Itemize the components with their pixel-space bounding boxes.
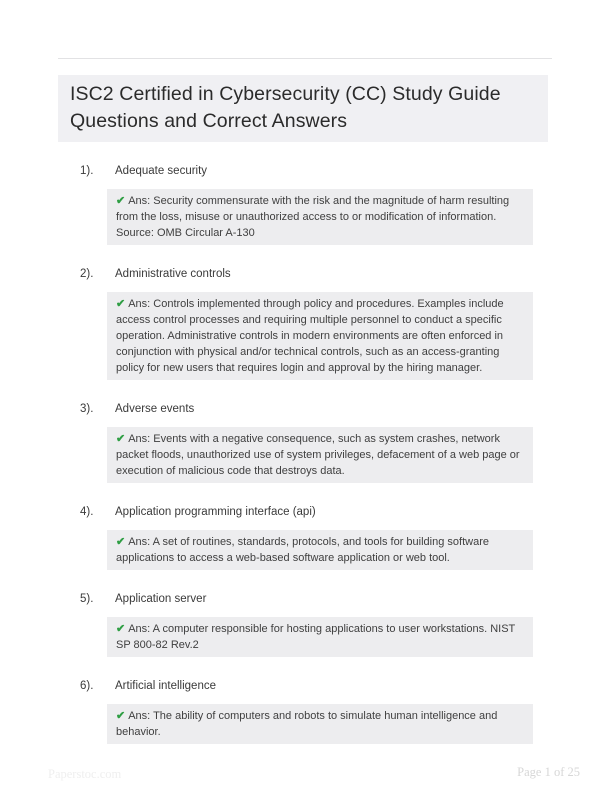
check-icon: ✔ [116, 298, 126, 310]
question-term: Application server [115, 593, 207, 605]
qa-item [0, 678, 606, 744]
answer-text: Ans: Security commensurate with the risk and the magnitude of harm resulting from the loss, misuse or unauthorized access to or modification of information. Source: OMB Circular A-130 [116, 195, 510, 239]
check-icon: ✔ [116, 710, 126, 722]
answer-box [107, 292, 533, 380]
check-icon: ✔ [116, 623, 126, 635]
question-term: Artificial intelligence [115, 680, 216, 692]
answer-text: Ans: Events with a negative consequence, such as system crashes, network packet floods, unauthorized use of system privileges, defacement of a web page or execution of malicious code that destroys data. [116, 433, 520, 477]
answer-box [107, 704, 533, 744]
answer-text: Ans: Controls implemented through policy and procedures. Examples include access control processes and requiring multiple personnel to conduct a specific operation. Administrative controls in modern environments are often enforced in conjunction with physical and/or technical controls, such as an access-granting policy for new users that requires login and approval by the hiring manager. [116, 298, 504, 374]
document-title-block [58, 75, 548, 142]
answer-text: Ans: A computer responsible for hosting applications to user workstations. NIST SP 800-82 Rev.2 [116, 623, 516, 651]
qa-list [0, 163, 606, 744]
page-title: ISC2 Certified in Cybersecurity (CC) Study Guide Questions and Correct Answers [70, 83, 501, 132]
question-number: 1). [80, 165, 94, 177]
question-term: Adverse events [115, 403, 195, 415]
qa-item [0, 163, 606, 245]
qa-item [0, 266, 606, 380]
question-number: 4). [80, 506, 94, 518]
qa-item [0, 401, 606, 483]
question-term: Application programming interface (api) [115, 506, 316, 518]
question-number: 3). [80, 403, 94, 415]
answer-box [107, 617, 533, 657]
qa-item [0, 591, 606, 657]
qa-item [0, 504, 606, 570]
watermark-text: Paperstoc.com [48, 767, 122, 781]
answer-box [107, 530, 533, 570]
answer-box [107, 427, 533, 483]
question-term: Adequate security [115, 165, 208, 177]
page-footer [0, 764, 606, 784]
answer-text: Ans: A set of routines, standards, protocols, and tools for building software applications to access a web-based software application or web tool. [116, 536, 489, 564]
answer-text: Ans: The ability of computers and robots to simulate human intelligence and behavior. [116, 710, 498, 738]
question-number: 2). [80, 268, 94, 280]
page-number-label: Page 1 of 25 [517, 765, 580, 779]
top-divider [58, 58, 552, 59]
check-icon: ✔ [116, 433, 126, 445]
answer-box [107, 189, 533, 245]
check-icon: ✔ [116, 536, 126, 548]
question-number: 5). [80, 593, 94, 605]
question-term: Administrative controls [115, 268, 231, 280]
question-number: 6). [80, 680, 94, 692]
check-icon: ✔ [116, 195, 126, 207]
